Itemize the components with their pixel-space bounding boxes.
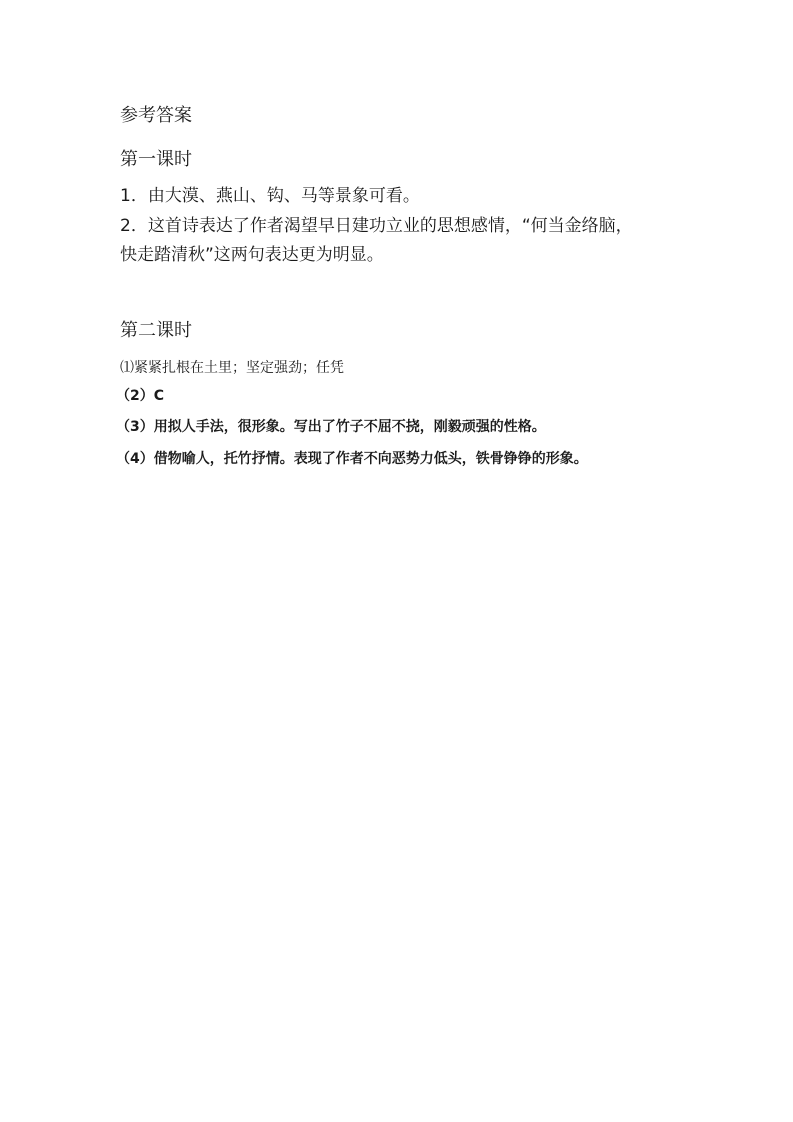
answer-text: 这首诗表达了作者渴望早日建功立业的思想感情，“何当金络脑， [147,216,633,236]
answer-text: 借物喻人，托竹抒情。表现了作者不向恶势力低头，铁骨铮铮的形象。 [153,451,588,467]
lesson-one-answer-2 [120,214,633,238]
lesson-two-answer-1 [120,358,344,378]
answer-number: （2） [116,388,154,404]
answer-text: 由大漠、燕山、钩、马等景象可看。 [147,186,420,206]
answer-number: （3） [116,419,154,435]
lesson-one-answer-2-continued: 快走踏清秋”这两句表达更为明显。 [120,245,384,265]
answer-text: C [153,388,165,404]
lesson-one-heading: 第一课时 [120,149,192,170]
answer-text: 紧紧扎根在土里；坚定强劲；任凭 [134,360,344,376]
answer-text: 用拟人手法，很形象。写出了竹子不屈不挠，刚毅顽强的性格。 [153,419,546,435]
answer-number: 2． [120,216,148,236]
lesson-two-answer-3 [116,417,546,437]
answer-number: 1． [120,186,148,206]
lesson-two-answer-4 [116,449,588,469]
answer-number: ⑴ [120,360,134,376]
answer-number: （4） [116,451,154,467]
lesson-two-heading: 第二课时 [120,320,192,341]
document-title: 参考答案 [120,105,192,126]
lesson-two-answer-2 [116,386,164,406]
lesson-one-answer-1 [120,184,420,208]
